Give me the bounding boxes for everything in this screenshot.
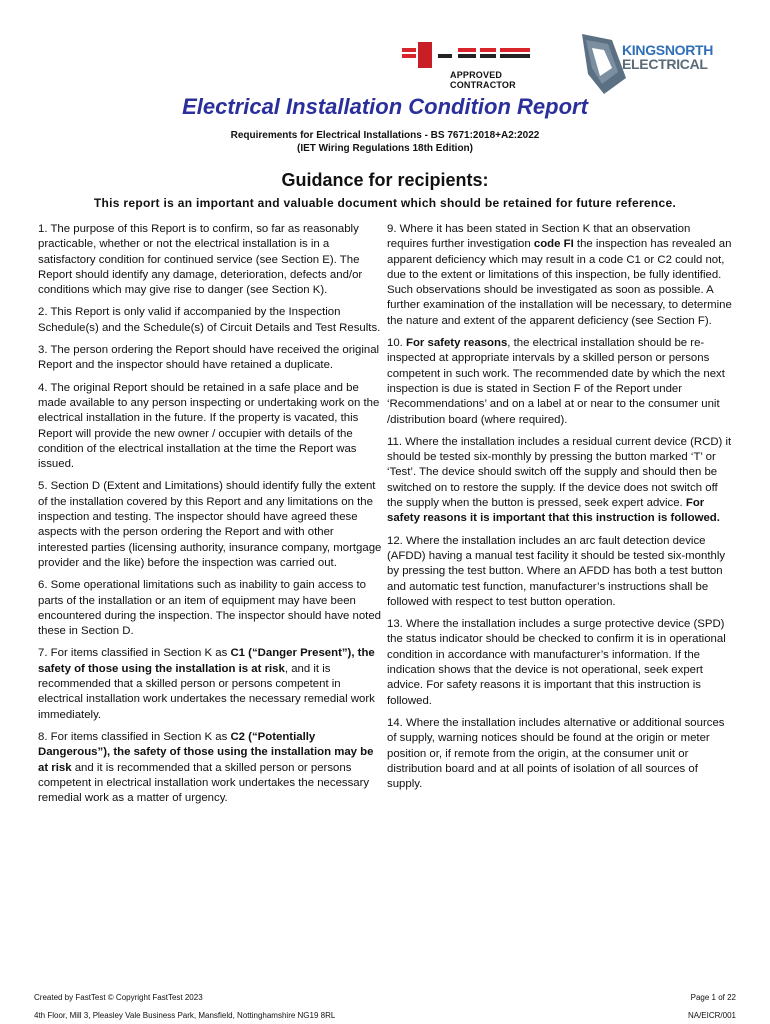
guidance-paragraph: [38, 730, 384, 806]
paragraph-text: 13. Where the installation includes a surge protective device (SPD) the status indicator should be checked to confirm it is in operational condition in accordance with manufacturer’s information. If the indication shows that the device is not operational, seek expert advice. For safety reasons it is important that this instruction is followed.: [387, 618, 726, 707]
paragraph-text: , the electrical installation should be re-inspected at appropriate intervals by a skilled person or persons competent in such work. The recommended date by which the next inspection is due is stated in Section F of the Report under ‘Recommendations’ and on a label at or near to the consumer unit /distribution board (where required).: [387, 337, 725, 426]
guidance-paragraph: [387, 222, 733, 329]
guidance-paragraph: [38, 222, 384, 298]
guidance-heading: Guidance for recipients:: [281, 170, 489, 190]
guidance-paragraph: [38, 578, 384, 639]
paragraph-text: , and it is recommended that a skilled person or persons competent in electrical installation work undertakes the necessary remedial work immediately.: [38, 662, 375, 721]
footer-page-number: Page 1 of 22: [690, 993, 736, 1002]
niceic-approved-contractor-logo: [396, 42, 536, 90]
kingsnorth-electrical-logo: [582, 34, 732, 96]
emphasis-text: C1 (“Danger Present”), the safety of those using the installation is at risk: [38, 647, 375, 675]
guidance-paragraph: [387, 435, 733, 527]
guidance-paragraph: [387, 336, 733, 428]
guidance-paragraph: [38, 479, 384, 571]
guidance-left-column: [38, 222, 384, 813]
paragraph-text: 3. The person ordering the Report should have received the original Report and the inspector should have retained a duplicate.: [38, 344, 380, 372]
paragraph-text: and it is recommended that a skilled person or persons competent in electrical installation work undertakes the necessary remedial work as a matter of urgency.: [38, 761, 370, 805]
guidance-paragraph: [387, 716, 733, 792]
paragraph-text: 7. For items classified in Section K as: [38, 647, 231, 660]
paragraph-text: 8. For items classified in Section K as: [38, 730, 231, 743]
guidance-paragraph: [38, 381, 384, 473]
emphasis-text: C2 (“Potentially Dangerous”), the safety of those using the installation may be at risk: [38, 730, 374, 774]
paragraph-text: the inspection has revealed an apparent deficiency which may result in a code C1 or C2 could not, due to the extent or limitations of this inspection, be fully identified. Such observations should be investigated as soon as possible. A further examination of the installation will be necessary, to determine the nature and extent of the apparent deficiency (see Section F).: [387, 238, 732, 327]
paragraph-text: 9. Where it has been stated in Section K that an observation requires further investigation: [387, 223, 691, 251]
paragraph-text: 14. Where the installation includes alternative or additional sources of supply, warning notices should be found at the origin or meter position or, if remote from the origin, at the consumer unit or distribution board and at all points of isolation of all sources of supply.: [387, 716, 725, 791]
emphasis-text: For safety reasons it is important that this instruction is followed.: [387, 497, 720, 525]
footer-address: 4th Floor, Mill 3, Pleasley Vale Business Park, Mansfield, Nottinghamshire NG19 8RL: [34, 1011, 336, 1020]
guidance-paragraph: [38, 305, 384, 336]
paragraph-text: 5. Section D (Extent and Limitations) should identify fully the extent of the installation covered by this Report and any limitations on the inspection and testing. The inspector should have agreed these aspects with the person ordering the Report and with other interested parties (licensing authority, insurance company, mortgage provider and the like) before the inspection was carried out.: [38, 480, 382, 569]
requirements-line-2: (IET Wiring Regulations 18th Edition): [296, 143, 473, 154]
emphasis-text: For safety reasons: [406, 337, 508, 350]
emphasis-text: code FI: [533, 238, 574, 251]
report-title: Electrical Installation Condition Report: [182, 94, 588, 119]
paragraph-text: 1. The purpose of this Report is to confirm, so far as reasonably practicable, whether or not the electrical installation is in a satisfactory condition for continued service (see Section E). The Report should identify any damage, deterioration, defects and/or conditions which may give rise to danger (see Section K).: [38, 223, 363, 297]
lead-statement: This report is an important and valuable document which should be retained for future reference.: [93, 196, 677, 210]
guidance-right-column: [387, 222, 733, 799]
footer-created-by: Created by FastTest © Copyright FastTest 2023: [34, 993, 203, 1002]
electrical-wordmark: ELECTRICAL: [622, 56, 708, 72]
guidance-paragraph: [387, 617, 733, 709]
paragraph-text: 2. This Report is only valid if accompanied by the Inspection Schedule(s) and the Schedule(s) of Circuit Details and Test Results.: [38, 306, 381, 334]
approved-contractor-text: APPROVED CONTRACTOR: [450, 70, 516, 90]
paragraph-text: 10.: [387, 337, 406, 350]
guidance-paragraph: [38, 646, 384, 722]
guidance-paragraph: [38, 343, 384, 374]
kingsnorth-wordmark: KINGSNORTH: [622, 42, 714, 58]
paragraph-text: 12. Where the installation includes an arc fault detection device (AFDD) having a manual test facility it should be tested six-monthly by pressing the test button. Where an AFDD has both a test button and automatic test function, manufacturer’s instructions shall be followed with respect to test button operation.: [387, 534, 726, 608]
requirements-line-1: Requirements for Electrical Installations - BS 7671:2018+A2:2022: [230, 130, 540, 141]
guidance-paragraph: [387, 534, 733, 610]
paragraph-text: 11. Where the installation includes a residual current device (RCD) it should be tested six-monthly by pressing the button marked ‘T’ or ‘Test’. The device should switch off the supply and should then be switched on to restore the supply. If the device does not switch off the supply when the button is pressed, seek expert advice.: [387, 435, 732, 510]
paragraph-text: 4. The original Report should be retained in a safe place and be made available to any person inspecting or undertaking work on the electrical installation in the future. If the property is vacated, this Report will provide the new owner / occupier with details of the condition of the electrical installation at the time the Report was issued.: [38, 381, 380, 471]
paragraph-text: 6. Some operational limitations such as inability to gain access to parts of the installation or an item of equipment may have been encountered during the inspection. The inspector should have noted these in Section D.: [38, 579, 382, 638]
footer-document-ref: NA/EICR/001: [687, 1011, 736, 1020]
